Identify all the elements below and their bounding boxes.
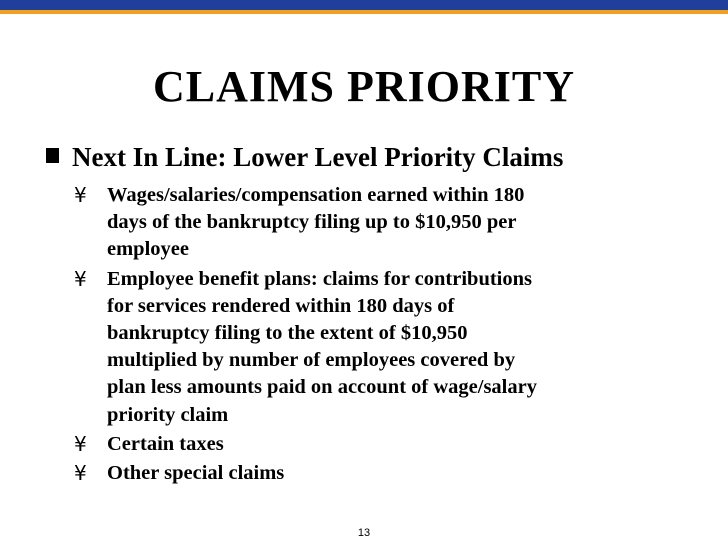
sub-bullet-line: priority claim xyxy=(107,403,229,426)
yen-bullet-icon: ¥ xyxy=(74,431,87,456)
sub-bullet-line: Employee benefit plans: claims for contributions xyxy=(107,267,532,290)
sub-bullet-list xyxy=(74,182,714,489)
sub-bullet-item xyxy=(74,460,714,487)
main-bullet-text: Next In Line: Lower Level Priority Claims xyxy=(72,142,564,172)
sub-bullet-item xyxy=(74,182,714,264)
yen-bullet-icon: ¥ xyxy=(74,266,87,291)
sub-bullet-line: plan less amounts paid on account of wage/salary xyxy=(107,376,537,399)
square-bullet-icon xyxy=(46,148,59,163)
sub-bullet-line: Certain taxes xyxy=(107,432,224,455)
sub-bullet-line: multiplied by number of employees covered by xyxy=(107,349,516,372)
sub-bullet-item xyxy=(74,266,714,429)
sub-bullet-line: bankruptcy filing to the extent of $10,950 xyxy=(107,322,468,345)
sub-bullet-line: for services rendered within 180 days of xyxy=(107,294,455,317)
yen-bullet-icon: ¥ xyxy=(74,461,87,486)
page-number: 13 xyxy=(357,527,371,539)
sub-bullet-line: Wages/salaries/compensation earned within 180 xyxy=(107,184,525,206)
top-accent-bar-gold xyxy=(0,10,728,14)
sub-bullet-line: employee xyxy=(107,238,189,261)
sub-bullet-item xyxy=(74,431,714,458)
sub-bullet-line: days of the bankruptcy filing up to $10,950 per xyxy=(107,211,517,234)
yen-bullet-icon: ¥ xyxy=(74,183,87,207)
sub-bullet-line: Other special claims xyxy=(107,462,285,485)
top-accent-bar-blue xyxy=(0,0,728,10)
slide-title: CLAIMS PRIORITY xyxy=(152,62,576,111)
